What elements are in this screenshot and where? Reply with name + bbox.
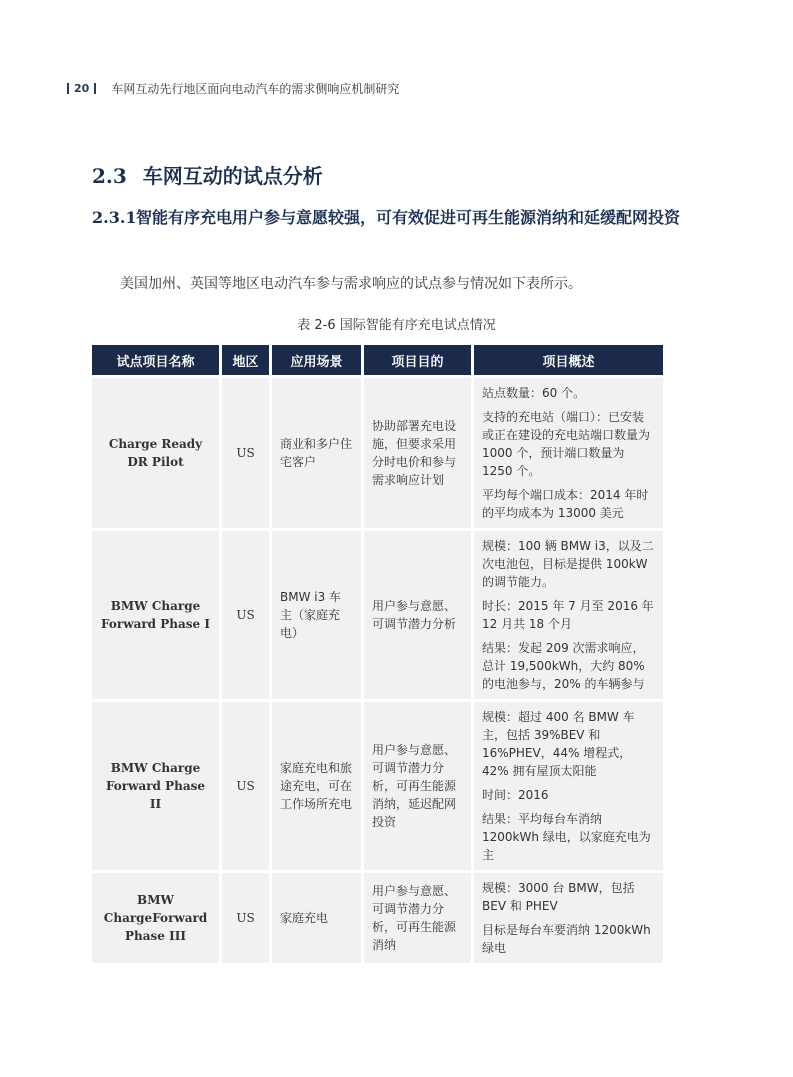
overview-item: 规模：3000 台 BMW，包括 BEV 和 PHEV bbox=[482, 881, 635, 913]
project-purpose: 用户参与意愿、可调节潜力分析 bbox=[364, 531, 471, 699]
table-row bbox=[92, 531, 663, 699]
header-bar-right bbox=[94, 83, 96, 94]
subsection-heading bbox=[92, 205, 692, 231]
header-name: 试点项目名称 bbox=[92, 345, 219, 375]
overview-item: 时长：2015 年 7 月至 2016 年 12 月共 18 个月 bbox=[482, 599, 654, 631]
table-row bbox=[92, 378, 663, 528]
header-overview: 项目概述 bbox=[474, 345, 663, 375]
project-overview bbox=[474, 378, 663, 528]
section-heading bbox=[92, 160, 323, 189]
overview-item: 时间：2016 bbox=[482, 788, 549, 802]
project-overview bbox=[474, 873, 663, 963]
overview-item: 结果：发起 209 次需求响应，总计 19,500kWh，大约 80% 的电池参与，20% 的车辆参与 bbox=[482, 641, 645, 691]
header-scenario: 应用场景 bbox=[272, 345, 361, 375]
project-scenario: 商业和多户住宅客户 bbox=[272, 378, 361, 528]
project-overview bbox=[474, 702, 663, 870]
project-scenario: BMW i3 车主（家庭充电） bbox=[272, 531, 361, 699]
project-scenario: 家庭充电 bbox=[272, 873, 361, 963]
overview-item: 规模：超过 400 名 BMW 车主，包括 39%BEV 和 16%PHEV，44% 增程式，42% 拥有屋顶太阳能 bbox=[482, 710, 635, 778]
table-header-row bbox=[92, 345, 663, 375]
project-name: BMW Charge Forward Phase II bbox=[92, 702, 219, 870]
pilot-table bbox=[89, 342, 666, 966]
overview-item: 目标是每台车要消纳 1200kWh 绿电 bbox=[482, 923, 651, 955]
overview-item: 站点数量：60 个。 bbox=[482, 386, 586, 400]
overview-item: 支持的充电站（端口）：已安装或正在建设的充电站端口数量为 1000 个，预计端口数量为 1250 个。 bbox=[482, 410, 651, 478]
subsection-number: 2.3.1 bbox=[92, 208, 137, 227]
project-region: US bbox=[222, 873, 269, 963]
project-region: US bbox=[222, 378, 269, 528]
project-name: Charge Ready DR Pilot bbox=[92, 378, 219, 528]
table-row bbox=[92, 702, 663, 870]
running-header bbox=[62, 80, 399, 97]
table-row bbox=[92, 873, 663, 963]
project-scenario: 家庭充电和旅途充电，可在工作场所充电 bbox=[272, 702, 361, 870]
header-purpose: 项目目的 bbox=[364, 345, 471, 375]
overview-item: 平均每个端口成本：2014 年时的平均成本为 13000 美元 bbox=[482, 488, 649, 520]
intro-paragraph: 美国加州、英国等地区电动汽车参与需求响应的试点参与情况如下表所示。 bbox=[120, 276, 582, 292]
overview-item: 规模：100 辆 BMW i3，以及二次电池包，目标是提供 100kW 的调节能力。 bbox=[482, 539, 654, 589]
running-title: 车网互动先行地区面向电动汽车的需求侧响应机制研究 bbox=[111, 82, 400, 96]
project-region: US bbox=[222, 531, 269, 699]
project-name: BMW Charge Forward Phase I bbox=[92, 531, 219, 699]
page-number: 20 bbox=[74, 82, 90, 95]
project-purpose: 协助部署充电设施，但要求采用分时电价和参与需求响应计划 bbox=[364, 378, 471, 528]
table-caption: 表 2-6 国际智能有序充电试点情况 bbox=[297, 318, 496, 333]
project-overview bbox=[474, 531, 663, 699]
subsection-title: 智能有序充电用户参与意愿较强，可有效促进可再生能源消纳和延缓配网投资 bbox=[136, 208, 681, 227]
header-region: 地区 bbox=[222, 345, 269, 375]
section-title: 车网互动的试点分析 bbox=[142, 164, 323, 188]
header-bar-left bbox=[67, 83, 69, 94]
project-name: BMW ChargeForward Phase III bbox=[92, 873, 219, 963]
overview-item: 结果：平均每台车消纳 1200kWh 绿电，以家庭充电为主 bbox=[482, 812, 651, 862]
project-purpose: 用户参与意愿、可调节潜力分析，可再生能源消纳，延迟配网投资 bbox=[364, 702, 471, 870]
section-number: 2.3 bbox=[92, 164, 127, 188]
project-region: US bbox=[222, 702, 269, 870]
project-purpose: 用户参与意愿、可调节潜力分析，可再生能源消纳 bbox=[364, 873, 471, 963]
